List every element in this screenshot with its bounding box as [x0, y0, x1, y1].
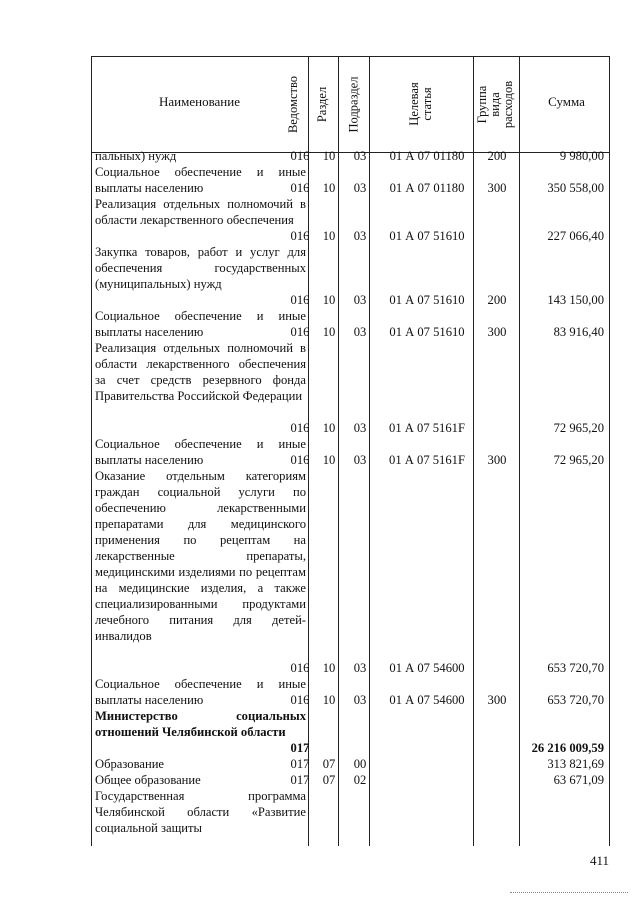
- table-row: [91, 788, 609, 836]
- header-tselevaya: Целевая статья: [407, 82, 434, 126]
- row-vedomstvo: 016: [290, 325, 310, 339]
- row-podrazdel: 03: [353, 181, 367, 195]
- row-vedomstvo: 016: [290, 149, 310, 163]
- row-summa: 653 720,70: [547, 661, 604, 675]
- row-summa: 350 558,00: [547, 181, 604, 195]
- row-gruppa: 300: [487, 325, 507, 339]
- row-razdel: 10: [322, 693, 336, 707]
- row-name: Социальное обеспечение и иные выплаты населению: [95, 677, 306, 707]
- row-razdel: 10: [322, 661, 336, 675]
- row-name: Реализация отдельных полномочий в области лекарственного обеспечения за счет средств резервного фонда Правительства Российской Федерации: [95, 341, 306, 403]
- row-tselevaya: 01 А 07 51610: [389, 229, 465, 243]
- row-vedomstvo: 017: [290, 757, 310, 771]
- table-row: [91, 772, 609, 788]
- header-gruppa: Группа вида расходов: [475, 80, 516, 128]
- row-tselevaya: 01 А 07 51610: [389, 293, 465, 307]
- row-razdel: 10: [322, 293, 336, 307]
- row-summa: 63 671,09: [553, 773, 604, 787]
- table-row: [91, 164, 609, 196]
- row-gruppa: 300: [487, 693, 507, 707]
- row-razdel: 10: [322, 421, 336, 435]
- row-summa: 227 066,40: [547, 229, 604, 243]
- row-podrazdel: 03: [353, 693, 367, 707]
- row-gruppa: 200: [487, 149, 507, 163]
- row-vedomstvo: 016: [290, 293, 310, 307]
- row-tselevaya: 01 А 07 01180: [389, 181, 465, 195]
- row-tselevaya: 01 А 07 5161F: [389, 453, 465, 467]
- row-gruppa: 300: [487, 453, 507, 467]
- table-row: [91, 148, 609, 164]
- row-gruppa: 300: [487, 181, 507, 195]
- row-name: Общее образование: [95, 773, 201, 787]
- header-name: Наименование: [159, 94, 240, 109]
- row-summa: 72 965,20: [553, 453, 604, 467]
- row-razdel: 10: [322, 181, 336, 195]
- row-vedomstvo: 016: [290, 661, 310, 675]
- header-summa: Сумма: [548, 94, 585, 109]
- table-row: [91, 340, 609, 436]
- row-vedomstvo: 016: [290, 693, 310, 707]
- row-name: Социальное обеспечение и иные выплаты населению: [95, 309, 306, 339]
- row-summa: 26 216 009,59: [531, 741, 604, 755]
- row-name: Закупка товаров, работ и услуг для обеспечения государственных (муниципальных) нужд: [95, 245, 306, 291]
- row-name: Государственная программа Челябинской области «Развитие социальной защиты: [95, 789, 306, 835]
- row-summa: 143 150,00: [547, 293, 604, 307]
- budget-table: [91, 56, 609, 846]
- row-tselevaya: 01 А 07 01180: [389, 149, 465, 163]
- table-row: [91, 708, 609, 756]
- table-row: [91, 196, 609, 244]
- row-podrazdel: 03: [353, 325, 367, 339]
- row-name: Министерство социальных отношений Челябинской области: [95, 709, 306, 739]
- header-razdel: Раздел: [315, 86, 330, 122]
- row-podrazdel: 03: [353, 293, 367, 307]
- row-vedomstvo: 016: [290, 453, 310, 467]
- table-row: [91, 756, 609, 772]
- row-podrazdel: 03: [353, 661, 367, 675]
- row-podrazdel: 03: [353, 229, 367, 243]
- row-podrazdel: 03: [353, 421, 367, 435]
- row-podrazdel: 03: [353, 149, 367, 163]
- row-tselevaya: 01 А 07 5161F: [389, 421, 465, 435]
- table-row: [91, 676, 609, 708]
- row-vedomstvo: 017: [290, 773, 310, 787]
- table-row: [91, 436, 609, 468]
- row-summa: 72 965,20: [553, 421, 604, 435]
- row-name: Социальное обеспечение и иные выплаты населению: [95, 437, 306, 467]
- header-podrazdel: Подраздел: [346, 76, 360, 132]
- header-vedomstvo: Ведомство: [286, 75, 301, 133]
- row-name: Реализация отдельных полномочий в области лекарственного обеспечения: [95, 197, 306, 227]
- row-vedomstvo: 017: [290, 741, 310, 755]
- row-gruppa: 200: [487, 293, 507, 307]
- column-border: [609, 56, 610, 846]
- table-row: [91, 468, 609, 676]
- table-row: [91, 244, 609, 308]
- row-tselevaya: 01 А 07 54600: [389, 693, 465, 707]
- row-razdel: 07: [322, 773, 336, 787]
- row-vedomstvo: 016: [290, 421, 310, 435]
- row-razdel: 10: [322, 325, 336, 339]
- row-tselevaya: 01 А 07 51610: [389, 325, 465, 339]
- row-podrazdel: 03: [353, 453, 367, 467]
- row-summa: 83 916,40: [553, 325, 604, 339]
- footer-dotted-line: [510, 892, 628, 893]
- row-tselevaya: 01 А 07 54600: [389, 661, 465, 675]
- row-name: Оказание отдельным категориям граждан социальной услуги по обеспечению лекарственными препаратами для медицинского применения по рецептам на лекарственные препараты, медицинскими изделиями по рецептам на медицинские изделия, а также специализированными продуктами лечебного питания для детей-инвалидов: [95, 469, 306, 643]
- row-name: Образование: [95, 757, 165, 771]
- row-name: пальных) нужд: [95, 149, 177, 163]
- row-razdel: 07: [322, 757, 336, 771]
- row-summa: 653 720,70: [547, 693, 604, 707]
- row-razdel: 10: [322, 149, 336, 163]
- row-razdel: 10: [322, 229, 336, 243]
- row-vedomstvo: 016: [290, 229, 310, 243]
- row-vedomstvo: 016: [290, 181, 310, 195]
- row-summa: 9 980,00: [559, 149, 604, 163]
- row-podrazdel: 00: [353, 757, 367, 771]
- row-podrazdel: 02: [353, 773, 367, 787]
- row-name: Социальное обеспечение и иные выплаты населению: [95, 165, 306, 195]
- row-summa: 313 821,69: [547, 757, 604, 771]
- row-razdel: 10: [322, 453, 336, 467]
- table-row: [91, 308, 609, 340]
- page-number: 411: [590, 853, 610, 868]
